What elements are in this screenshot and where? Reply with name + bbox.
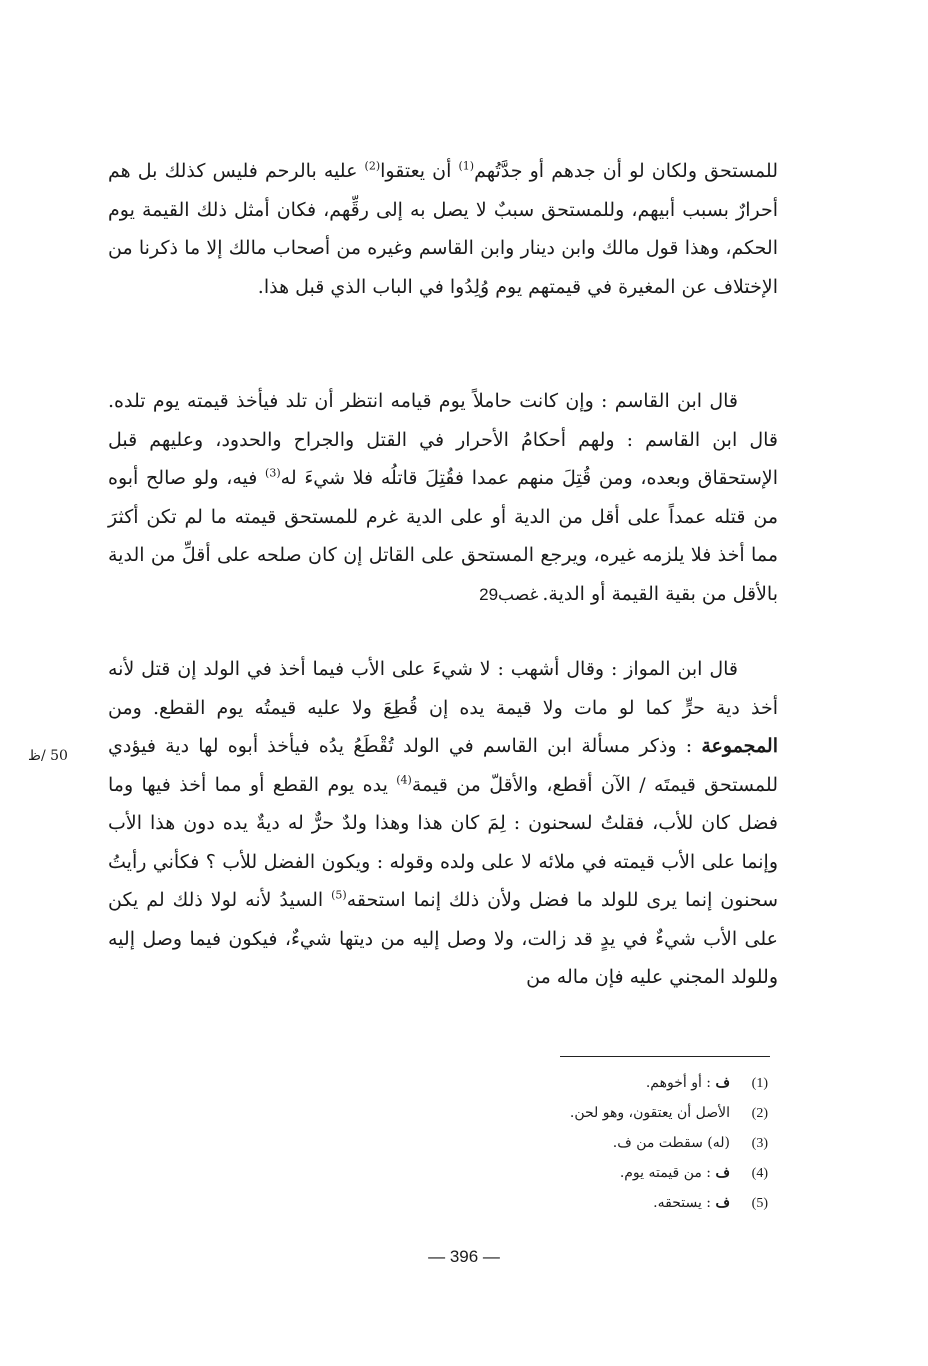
footnote-separator — [560, 1056, 770, 1057]
main-text-block-2 — [108, 382, 778, 614]
footnote-ref[interactable]: (4) — [396, 773, 412, 787]
folio-margin-note: 50 /ظ — [28, 748, 68, 764]
paragraph-text: للمستحق ولكان لو أن جدهم أو جدَّتُهم — [474, 160, 778, 182]
footnote-label: ف — [715, 1165, 730, 1181]
footnote-number: (2) — [751, 1106, 768, 1121]
main-text-block-1 — [108, 152, 778, 306]
footnote-text: الأصل أن يعتقون، وهو لحن. — [569, 1105, 730, 1121]
footnote-ref[interactable]: (2) — [364, 159, 381, 173]
footnote-item — [348, 1188, 768, 1218]
paragraph-text: فيه، ولو صالح أبوه من قتله عمداً على أقل من الدية أو على الدية غرم للمستحق قيمته ما لم تكن أكثرَ مما أخذ فلا يلزمه غيره، ويرجع المستحق على القاتل إن كان صلحه على أقلِّ من الدية بالأقل من بقية القيمة أو الدية. — [108, 467, 778, 605]
footnote-item — [348, 1128, 768, 1158]
source-title: المجموعة — [701, 735, 778, 757]
footnote-text: (له) سقطت من ف. — [612, 1135, 730, 1151]
paragraph-text: قال ابن المواز : وقال أشهب : لا شيءَ على الأب فيما أخذ في الولد إن قتل لأنه أخذ دية حرٍّ كما لو مات ولا قيمة يده إن قُطِعَ ولا عليه قيمتُه يوم القطع. ومن — [108, 658, 778, 719]
footnote-number: (4) — [751, 1166, 768, 1181]
footnote-label: ف — [715, 1075, 730, 1091]
paragraph — [108, 650, 778, 997]
footnote-ref[interactable]: (3) — [265, 466, 281, 480]
footnote-item — [348, 1158, 768, 1188]
section-marker: غصب29 — [479, 584, 539, 604]
paragraph-text: السيدُ لأنه لولا ذلك لم يكن على الأب شيءٌ في يدٍ قد زالت، ولا وصل إليه من ديتها شيءٌ، فيكون فيما وصل إليه وللولد المجني عليه فإن ماله من — [108, 889, 778, 988]
paragraph-text: : وذكر مسألة ابن القاسم في الولد تُقْطَعُ يدُه فيأخذ أبوه لها دية فيؤدي للمستحق قيمتَه / الآن أقطع، والأقلّ من قيمة — [108, 735, 778, 796]
page-number: — 396 — — [428, 1247, 500, 1266]
footnotes — [348, 1068, 768, 1218]
paragraph-text: قال ابن القاسم : وإن كانت حاملاً يوم قيامه انتظر أن تلد فيأخذ قيمته يوم تلده. قال ابن القاسم : ولهم أحكامُ الأحرار في القتل والجراح والحدود، وعليهم قبل الإستحقاق وبعده، ومن قُتِلَ منهم عمدا فقُتِلَ قاتلُه فلا شيءَ له — [108, 390, 778, 489]
footnote-label: ف — [715, 1195, 730, 1211]
paragraph-text: يده يوم القطع أو مما أخذ فيها وما فضل كان للأب، فقلتُ لسحنون : لِمَ كان هذا وهذا ولدٌ حرٌّ له ديةٌ يده دون هذا الأب وإنما على الأب قيمته في ملائه لا على ولده وقوله : ويكون الفضل للأب ؟ فكأني رأيتُ سحنون إنما يرى للولد ما فضل ولأن ذلك إنما استحقه — [108, 773, 778, 911]
footnote-ref[interactable]: (1) — [458, 159, 475, 173]
footnote-ref[interactable]: (5) — [331, 888, 347, 902]
paragraph-text: أن يعتقوا — [380, 160, 459, 182]
paragraph — [108, 152, 778, 306]
footnote-number: (3) — [751, 1136, 768, 1151]
footnote-item — [348, 1068, 768, 1098]
main-text-block-3 — [108, 650, 778, 997]
paragraph — [108, 382, 778, 614]
footnote-number: (5) — [751, 1196, 768, 1211]
footnote-number: (1) — [751, 1076, 768, 1091]
paragraph-text: عليه بالرحم فليس كذلك بل هم أحرارٌ بسبب أبيهم، وللمستحق سببٌ لا يصل به إلى رقِّهم، فكان أمثل ذلك القيمة يوم الحكم، وهذا قول مالك وابن دينار وابن القاسم وغيره من أصحاب مالك إلا ما ذكرنا من الإختلاف عن المغيرة في قيمتهم يوم وُلِدُوا في الباب الذي قبل هذا. — [108, 160, 778, 298]
footnote-text: : يستحقه. — [653, 1195, 716, 1211]
footnote-item — [348, 1098, 768, 1128]
footnote-text: : من قيمته يوم. — [619, 1165, 716, 1181]
footnote-text: : أو أخوهم. — [645, 1075, 716, 1091]
